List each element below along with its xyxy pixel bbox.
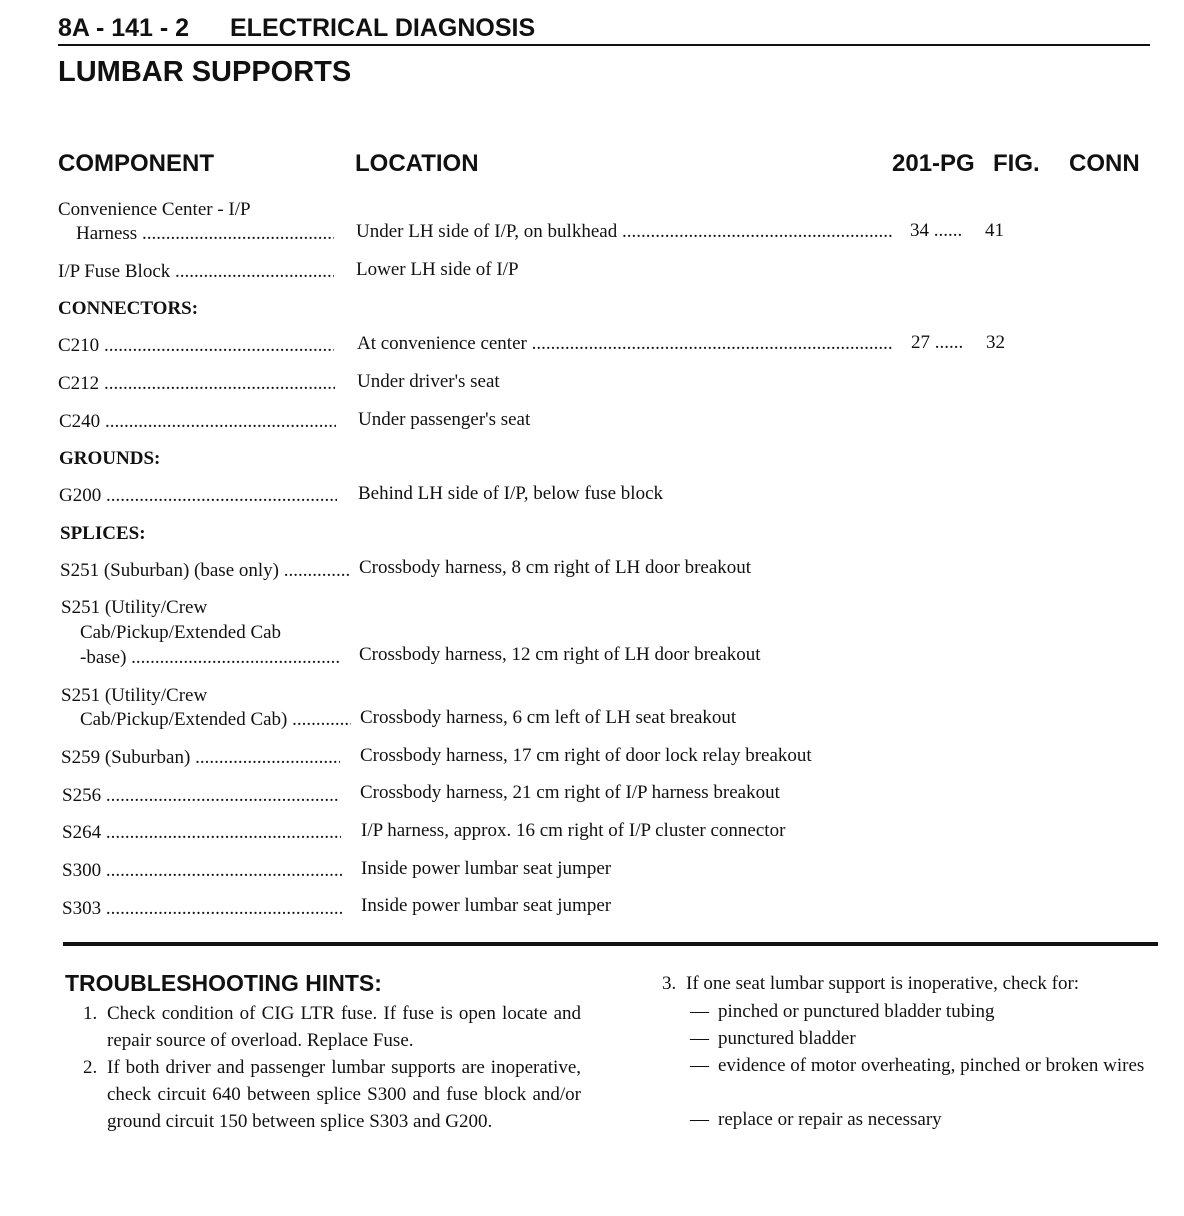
fig-number: 41	[985, 220, 1004, 241]
check-text: replace or repair as necessary	[718, 1109, 942, 1130]
location-text: Under LH side of I/P, on bulkhead .....	[356, 219, 892, 245]
section-title: LUMBAR SUPPORTS	[58, 56, 352, 88]
component-name: C240 .....	[59, 409, 336, 435]
component-name: S251 (Utility/Crew	[61, 685, 208, 706]
component-name: -base) .....	[80, 645, 339, 671]
col-location-heading: LOCATION	[355, 150, 479, 177]
location-text: Under passenger's seat	[358, 409, 531, 430]
hint-item	[662, 970, 1162, 998]
page-header	[58, 14, 1150, 46]
component-name: C210 .....	[58, 333, 334, 359]
component-name: Convenience Center - I/P	[58, 199, 251, 220]
location-text: Crossbody harness, 12 cm right of LH door breakout	[359, 644, 761, 665]
col-pg-heading: 201-PG	[892, 150, 975, 177]
page-code: 8A - 141 - 2	[58, 14, 190, 42]
component-name: Harness .....	[76, 221, 334, 247]
pg-number: 27 ......	[911, 330, 963, 356]
col-fig-heading: FIG.	[993, 150, 1040, 177]
hints-title: TROUBLESHOOTING HINTS:	[65, 970, 382, 996]
connectors-heading: CONNECTORS:	[58, 298, 199, 319]
hint-number: 3.	[662, 973, 677, 994]
component-name: S251 (Utility/Crew	[61, 597, 208, 618]
hint-item	[83, 1000, 583, 1055]
component-name: Cab/Pickup/Extended Cab	[80, 622, 282, 643]
hint-item	[83, 1054, 583, 1164]
grounds-heading: GROUNDS:	[59, 448, 161, 469]
location-text: Behind LH side of I/P, below fuse block	[358, 483, 664, 504]
location-text: Crossbody harness, 17 cm right of door lock relay breakout	[360, 745, 812, 766]
check-text: pinched or punctured bladder tubing	[718, 1001, 995, 1022]
col-conn-heading: CONN	[1069, 150, 1140, 177]
hint-text: If one seat lumbar support is inoperative, check for:	[686, 973, 1080, 994]
location-text: At convenience center .....	[357, 331, 892, 357]
component-name: S256 .....	[62, 783, 340, 809]
col-component-heading: COMPONENT	[58, 150, 214, 177]
location-text: Crossbody harness, 21 cm right of I/P harness breakout	[360, 782, 780, 803]
location-text: Lower LH side of I/P	[356, 259, 519, 280]
page-header-title: ELECTRICAL DIAGNOSIS	[230, 14, 536, 42]
component-name: Cab/Pickup/Extended Cab) .....	[80, 707, 351, 733]
component-name: S259 (Suburban) .....	[61, 745, 340, 771]
component-name: G200 .....	[59, 483, 337, 509]
fig-number: 32	[986, 332, 1005, 353]
component-name: C212 .....	[58, 371, 335, 397]
hint-text: Check condition of CIG LTR fuse. If fuse is open locate and repair source of overload. Replace Fuse.	[107, 1003, 581, 1051]
check-text: evidence of motor overheating, pinched or broken wires	[718, 1055, 1145, 1076]
pg-number: 34 ......	[910, 218, 962, 244]
hint-number: 1.	[83, 1003, 98, 1024]
component-name: S251 (Suburban) (base only) .....	[60, 558, 349, 584]
location-text: Inside power lumbar seat jumper	[361, 895, 612, 916]
section-divider	[63, 942, 1158, 946]
component-name: I/P Fuse Block .....	[58, 259, 334, 285]
hint-text: If both driver and passenger lumbar supports are inoperative, check circuit 640 between splice S300 and fuse block and/or ground circuit 150 between splice S303 and G200.	[107, 1057, 581, 1132]
location-text: Under driver's seat	[357, 371, 500, 392]
component-name: S300 .....	[62, 858, 342, 884]
component-name: S264 .....	[62, 820, 341, 846]
location-text: Crossbody harness, 8 cm right of LH door breakout	[359, 557, 752, 578]
hint-number: 2.	[83, 1057, 98, 1078]
check-text: punctured bladder	[718, 1028, 856, 1049]
splices-heading: SPLICES:	[60, 523, 146, 544]
location-text: Crossbody harness, 6 cm left of LH seat breakout	[360, 707, 737, 728]
location-text: Inside power lumbar seat jumper	[361, 858, 612, 879]
location-text: I/P harness, approx. 16 cm right of I/P cluster connector	[361, 820, 786, 841]
component-name: S303 .....	[62, 896, 342, 922]
